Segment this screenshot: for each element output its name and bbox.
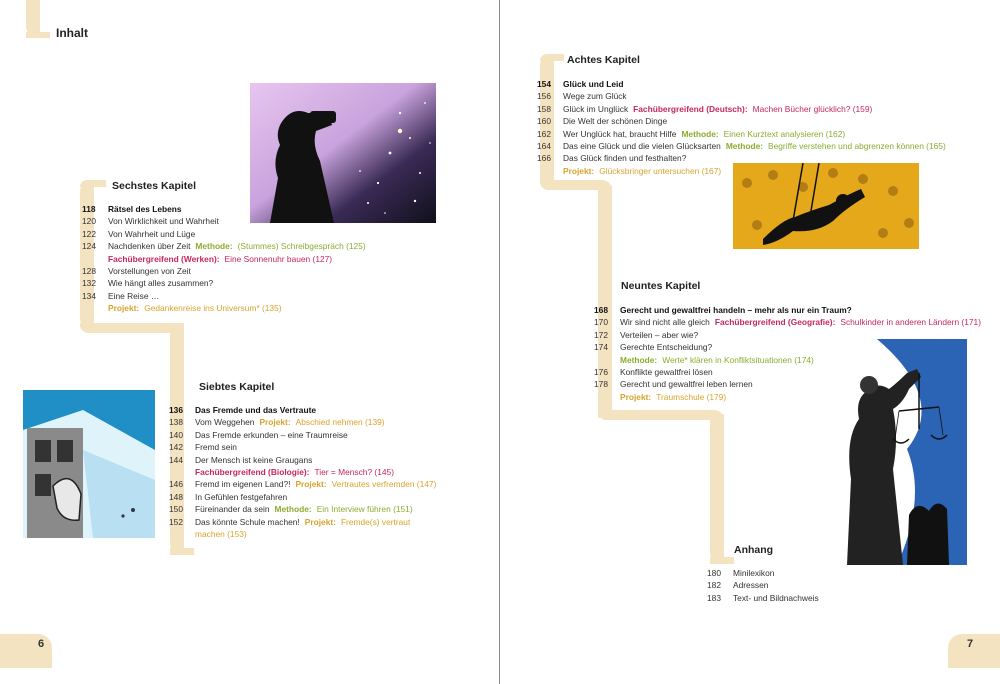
- toc-row[interactable]: 124 Nachdenken über Zeit Methode: (Stummes) Schreibgespräch (125): [82, 241, 366, 252]
- toc-row[interactable]: 118 Rätsel des Lebens: [82, 204, 182, 214]
- pagenum-band-left: [0, 634, 52, 668]
- swing-image: [733, 163, 919, 249]
- mountain-house-illustration: [23, 390, 155, 538]
- chapter-heading: Sechstes Kapitel: [112, 180, 197, 192]
- stargazer-illustration: [250, 83, 436, 223]
- ch8-band-top: [540, 54, 564, 61]
- page-number-right: 7: [967, 638, 974, 650]
- toc-row[interactable]: 166 Das Glück finden und festhalten?: [537, 153, 687, 164]
- chapter-heading: Anhang: [734, 544, 774, 556]
- toc-row[interactable]: 172 Verteilen – aber wie?: [594, 329, 699, 340]
- toc-row[interactable]: 176 Konflikte gewaltfrei lösen: [594, 367, 713, 378]
- toc-row[interactable]: Projekt: Glücksbringer untersuchen (167): [563, 165, 722, 176]
- justitia-image: [837, 339, 967, 565]
- toc-row[interactable]: 128 Vorstellungen von Zeit: [82, 266, 191, 277]
- stargazer-image: [250, 83, 436, 223]
- justitia-illustration: [837, 339, 967, 565]
- toc-row[interactable]: 142 Fremd sein: [169, 442, 237, 453]
- page-divider: [499, 0, 500, 684]
- title-band-tail: [26, 32, 50, 38]
- toc-row[interactable]: Fachübergreifend (Werken): Eine Sonnenuhr bauen (127): [108, 253, 333, 264]
- toc-row[interactable]: 174 Gerechte Entscheidung?: [594, 342, 713, 353]
- toc-anhang: [707, 567, 819, 604]
- swing-illustration: [733, 163, 919, 249]
- toc-row[interactable]: 150 Füreinander da sein Methode: Ein Interview führen (151): [169, 504, 413, 515]
- toc-ch7: [169, 404, 436, 540]
- toc-row[interactable]: 180 Minilexikon: [707, 568, 775, 578]
- toc-row[interactable]: 138 Vom Weggehen Projekt: Abschied nehmen (139): [169, 417, 385, 428]
- anhang-band-bottom: [710, 557, 734, 564]
- toc-row[interactable]: Projekt: Gedankenreise ins Universum* (135): [108, 303, 282, 314]
- page-title: Inhalt: [56, 26, 88, 40]
- toc-row[interactable]: 148 In Gefühlen festgefahren: [169, 491, 288, 502]
- toc-row[interactable]: Fachübergreifend (Biologie): Tier = Mensch? (145): [195, 467, 394, 478]
- toc-row[interactable]: machen (153): [195, 529, 247, 540]
- toc-row[interactable]: 154 Glück und Leid: [537, 79, 624, 89]
- ch6-band-top: [80, 180, 106, 187]
- toc-row[interactable]: 160 Die Welt der schönen Dinge: [537, 116, 668, 127]
- ch9-band-bottom: [598, 410, 724, 420]
- page-number-left: 6: [38, 638, 45, 650]
- toc-row[interactable]: 162 Wer Unglück hat, braucht Hilfe Methode: Einen Kurztext analysieren (162): [537, 128, 846, 139]
- toc-row[interactable]: Projekt: Traumschule (179): [620, 391, 727, 402]
- chapter-heading: Achtes Kapitel: [567, 54, 640, 66]
- ch7-band-bottom: [170, 548, 194, 555]
- toc-row[interactable]: 183 Text- und Bildnachweis: [707, 592, 819, 603]
- toc-row[interactable]: 136 Das Fremde und das Vertraute: [169, 405, 317, 415]
- anhang-band: [710, 414, 724, 564]
- toc-row[interactable]: 132 Wie hängt alles zusammen?: [82, 278, 214, 289]
- toc-row[interactable]: 178 Gerecht und gewaltfrei leben lernen: [594, 379, 753, 390]
- toc-row[interactable]: 182 Adressen: [707, 580, 769, 591]
- toc-row[interactable]: 146 Fremd im eigenen Land?! Projekt: Vertrautes verfremden (147): [169, 479, 437, 490]
- toc-row[interactable]: Methode: Werte* klären in Konfliktsituationen (174): [620, 354, 814, 365]
- toc-row[interactable]: 168 Gerecht und gewaltfrei handeln – mehr als nur ein Traum?: [594, 305, 852, 315]
- ch6-band-bottom: [80, 323, 184, 333]
- toc-row[interactable]: 134 Eine Reise …: [82, 290, 160, 301]
- chapter-heading: Neuntes Kapitel: [621, 280, 701, 292]
- toc-row[interactable]: 140 Das Fremde erkunden – eine Traumreise: [169, 429, 348, 440]
- toc-row[interactable]: 170 Wir sind nicht alle gleich Fachübergreifend (Geografie): Schulkinder in anderen Ländern (171): [594, 317, 981, 328]
- mountain-house-image: [23, 390, 155, 538]
- toc-row[interactable]: 122 Von Wahrheit und Lüge: [82, 228, 196, 239]
- chapter-heading: Siebtes Kapitel: [199, 381, 275, 393]
- toc-row[interactable]: 120 Von Wirklichkeit und Wahrheit: [82, 216, 219, 227]
- toc-row[interactable]: 164 Das eine Glück und die vielen Glücksarten Methode: Begriffe verstehen und abgrenzen können (165): [537, 141, 946, 152]
- toc-row[interactable]: 158 Glück im Unglück Fachübergreifend (Deutsch): Machen Bücher glücklich? (159): [537, 103, 873, 114]
- toc-row[interactable]: 144 Der Mensch ist keine Graugans: [169, 454, 313, 465]
- toc-row[interactable]: 152 Das könnte Schule machen! Projekt: Fremde(s) vertraut: [169, 516, 411, 527]
- pagenum-band-right: [948, 634, 1000, 668]
- toc-row[interactable]: 156 Wege zum Glück: [537, 91, 627, 102]
